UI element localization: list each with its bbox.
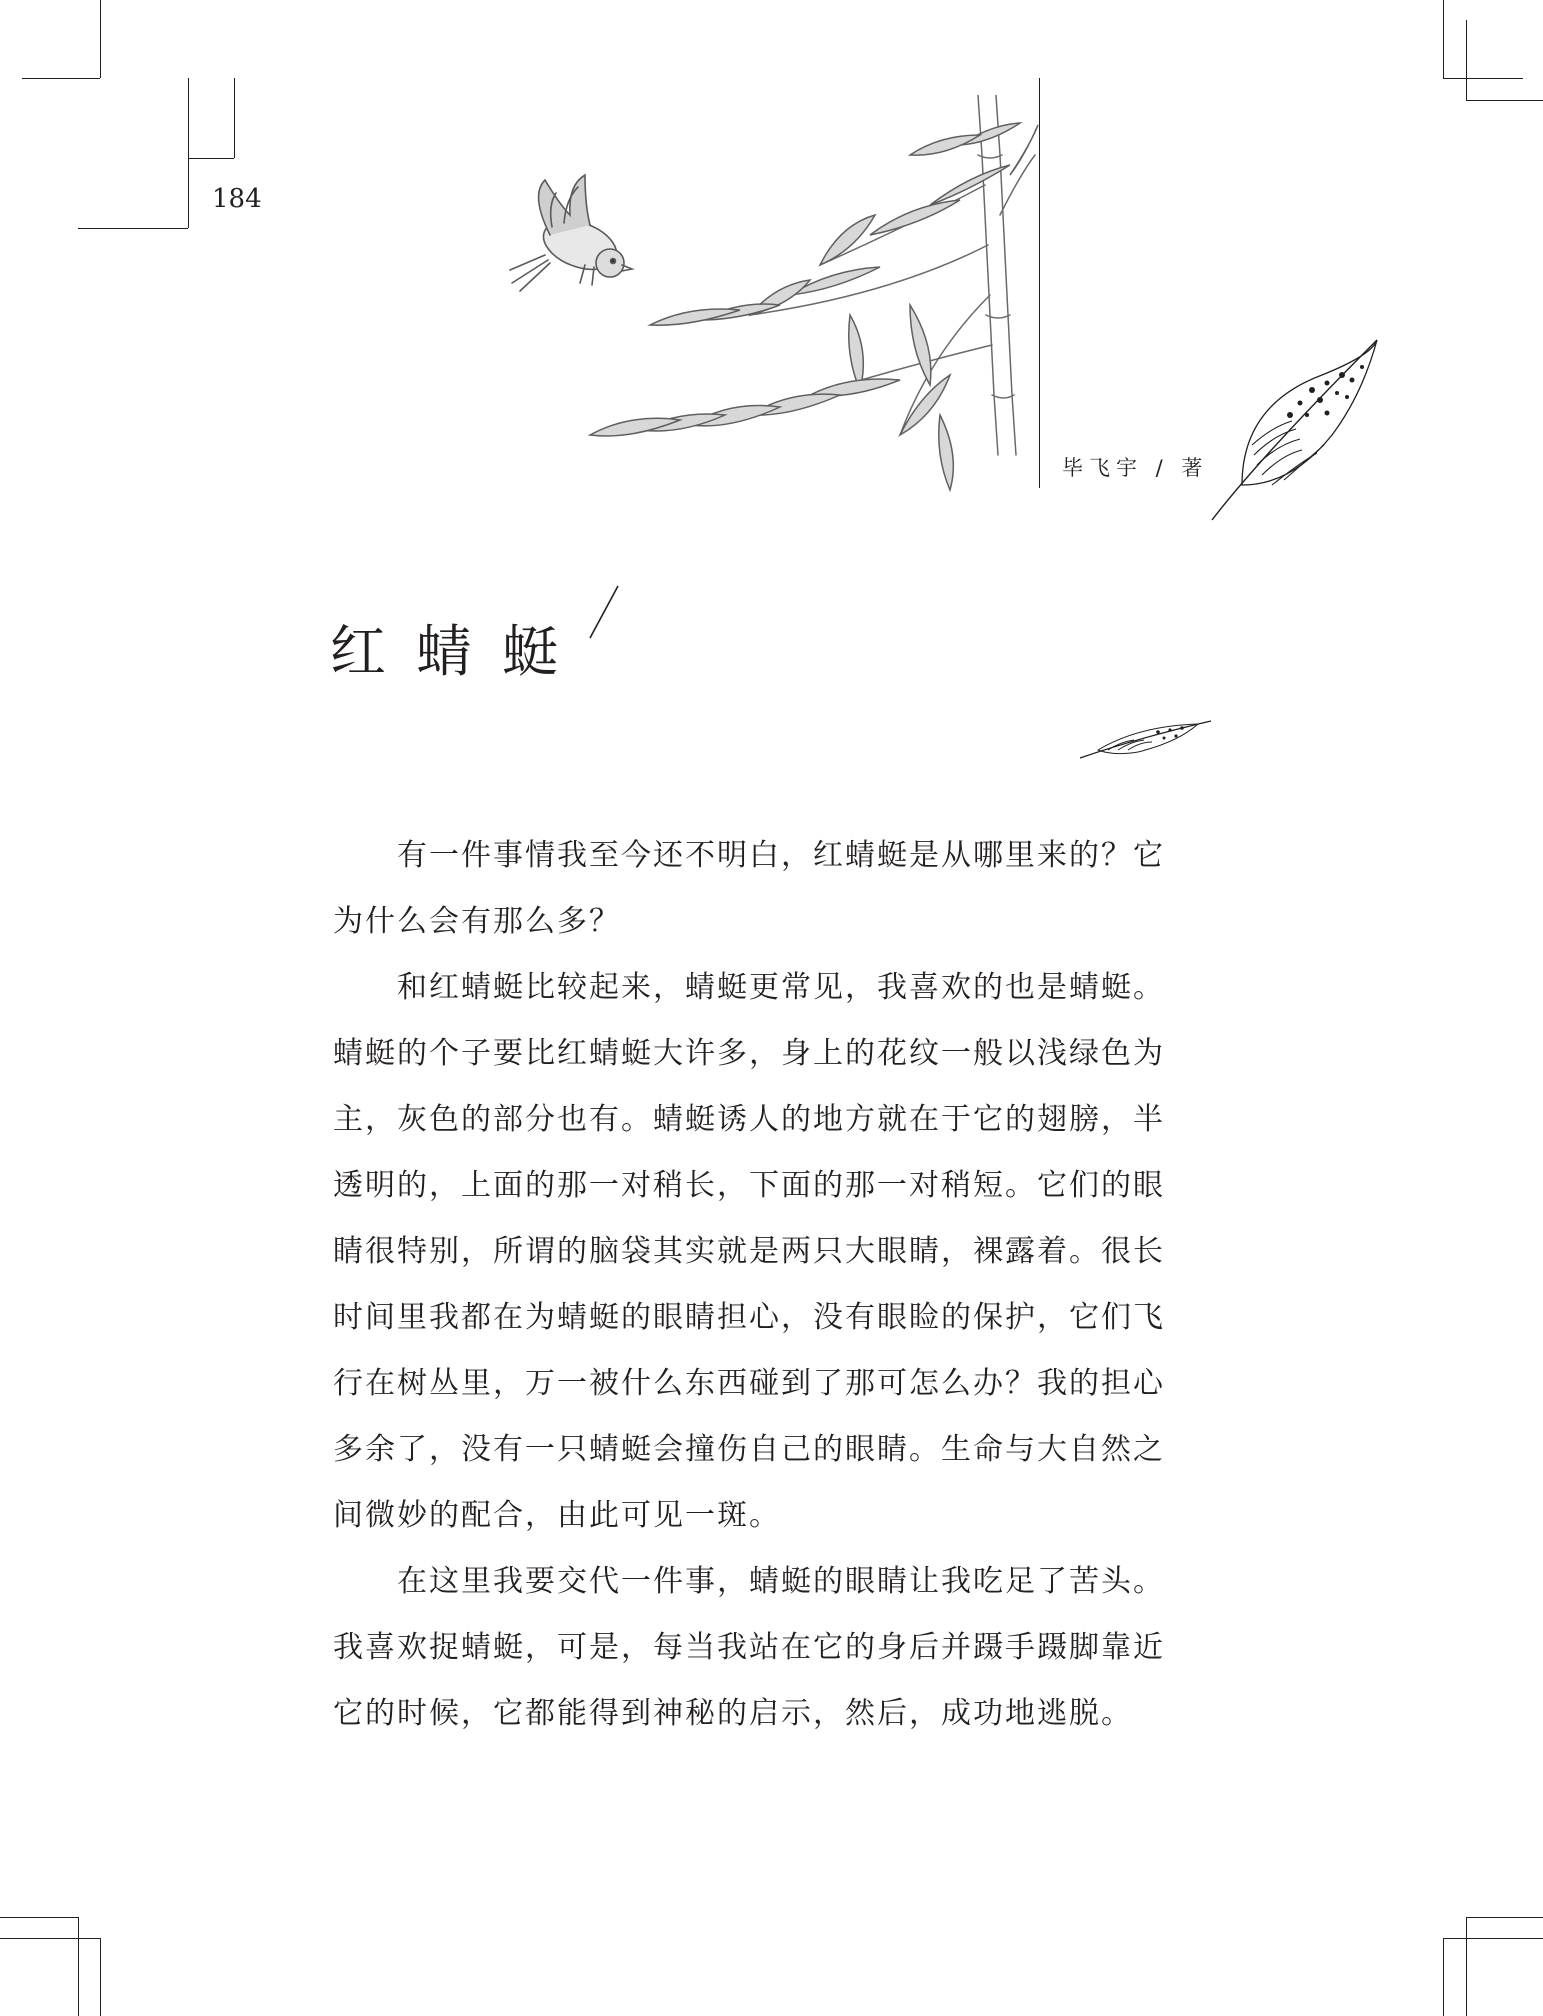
article-body — [333, 823, 1193, 1747]
bamboo-sketch-icon — [590, 95, 1038, 490]
article-title: 红蜻蜓 — [330, 619, 588, 685]
author-credit: 毕飞宇 / 著 — [1062, 456, 1209, 480]
crop-mark — [100, 0, 101, 78]
body-paragraph: 有一件事情我至今还不明白，红蜻蜓是从哪里来的？它为什么会有那么多？ — [333, 838, 1165, 939]
crop-mark — [0, 1938, 100, 1939]
crop-mark — [1443, 0, 1444, 78]
crop-mark — [1443, 78, 1523, 79]
crop-mark — [188, 78, 189, 228]
page-number: 184 — [212, 184, 262, 214]
crop-mark — [0, 1917, 78, 1918]
crop-mark — [1466, 100, 1543, 101]
body-paragraph: 在这里我要交代一件事，蜻蜓的眼睛让我吃足了苦头。我喜欢捉蜻蜓，可是，每当我站在它的身后并蹑手蹑脚靠近它的时候，它都能得到神秘的启示，然后，成功地逃脱。 — [333, 1564, 1165, 1731]
crop-mark — [1443, 1938, 1444, 2016]
crop-mark — [1466, 20, 1467, 100]
feather-icon — [1078, 718, 1213, 762]
title-slash-mark — [584, 582, 624, 642]
bird-sketch-icon — [510, 175, 632, 291]
feather-icon — [1202, 335, 1382, 525]
crop-mark — [22, 78, 100, 79]
crop-mark — [188, 158, 234, 159]
crop-mark — [1466, 1917, 1543, 1918]
crop-mark — [78, 228, 188, 229]
crop-mark — [234, 78, 235, 158]
crop-mark — [1466, 1917, 1467, 2016]
crop-mark — [1443, 1938, 1543, 1939]
crop-mark — [78, 1917, 79, 2016]
header-rule — [1039, 78, 1040, 488]
crop-mark — [100, 1938, 101, 2016]
body-paragraph: 和红蜻蜓比较起来，蜻蜓更常见，我喜欢的也是蜻蜓。蜻蜓的个子要比红蜻蜓大许多，身上的花纹一般以浅绿色为主，灰色的部分也有。蜻蜓诱人的地方就在于它的翅膀，半透明的，上面的那一对稍长，下面的那一对稍短。它们的眼睛很特别，所谓的脑袋其实就是两只大眼睛，裸露着。很长时间里我都在为蜻蜓的眼睛担心，没有眼睑的保护，它们飞行在树丛里，万一被什么东西碰到了那可怎么办？我的担心多余了，没有一只蜻蜓会撞伤自己的眼睛。生命与大自然之间微妙的配合，由此可见一斑。 — [333, 970, 1165, 1533]
bamboo-bird-illustration — [490, 95, 1040, 515]
